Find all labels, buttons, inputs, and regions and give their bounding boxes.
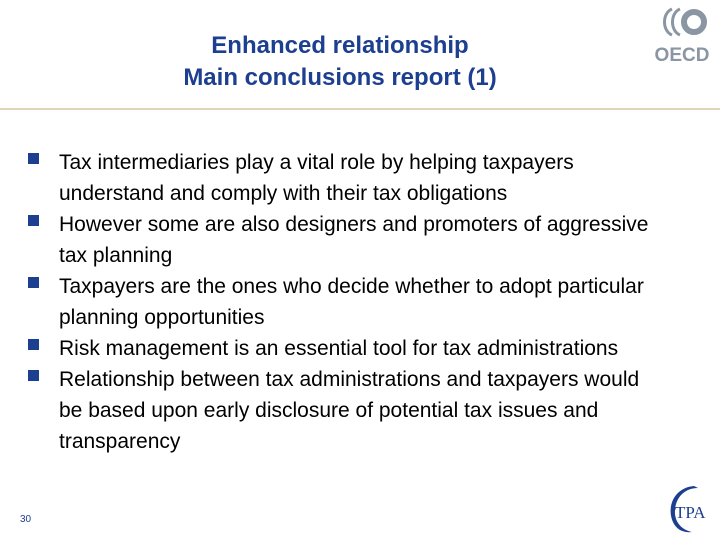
- square-bullet-icon: [28, 153, 39, 164]
- bullet-item: [28, 271, 668, 333]
- slide-title-line-1: Enhanced relationship: [211, 32, 469, 59]
- bullet-text: However some are also designers and promoters of aggressive tax planning: [59, 213, 649, 267]
- bullet-text: Taxpayers are the ones who decide whether to adopt particular planning opportunities: [59, 275, 644, 329]
- square-bullet-icon: [28, 339, 39, 350]
- ctpa-logo-text: TPA: [675, 503, 706, 522]
- bullet-list: [28, 147, 668, 457]
- bullet-text: Relationship between tax administrations and taxpayers would be based upon early disclosure of potential tax issues and transparency: [59, 368, 640, 453]
- slide-title: [140, 30, 540, 94]
- oecd-logo-mark: [665, 9, 705, 35]
- oecd-logo: [650, 5, 714, 65]
- bullet-text: Risk management is an essential tool for tax administrations: [59, 337, 619, 360]
- oecd-logo-text: OECD: [654, 45, 710, 65]
- page-number: 30: [20, 514, 32, 525]
- slide-title-line-2: Main conclusions report (1): [183, 64, 497, 91]
- header-divider: [0, 108, 720, 110]
- square-bullet-icon: [28, 215, 39, 226]
- bullet-item: [28, 364, 668, 457]
- bullet-item: [28, 147, 668, 209]
- square-bullet-icon: [28, 277, 39, 288]
- bullet-item: [28, 209, 668, 271]
- bullet-text: Tax intermediaries play a vital role by helping taxpayers understand and comply with their tax obligations: [59, 151, 574, 205]
- bullet-item: [28, 333, 668, 364]
- ctpa-logo: [664, 480, 718, 536]
- square-bullet-icon: [28, 370, 39, 381]
